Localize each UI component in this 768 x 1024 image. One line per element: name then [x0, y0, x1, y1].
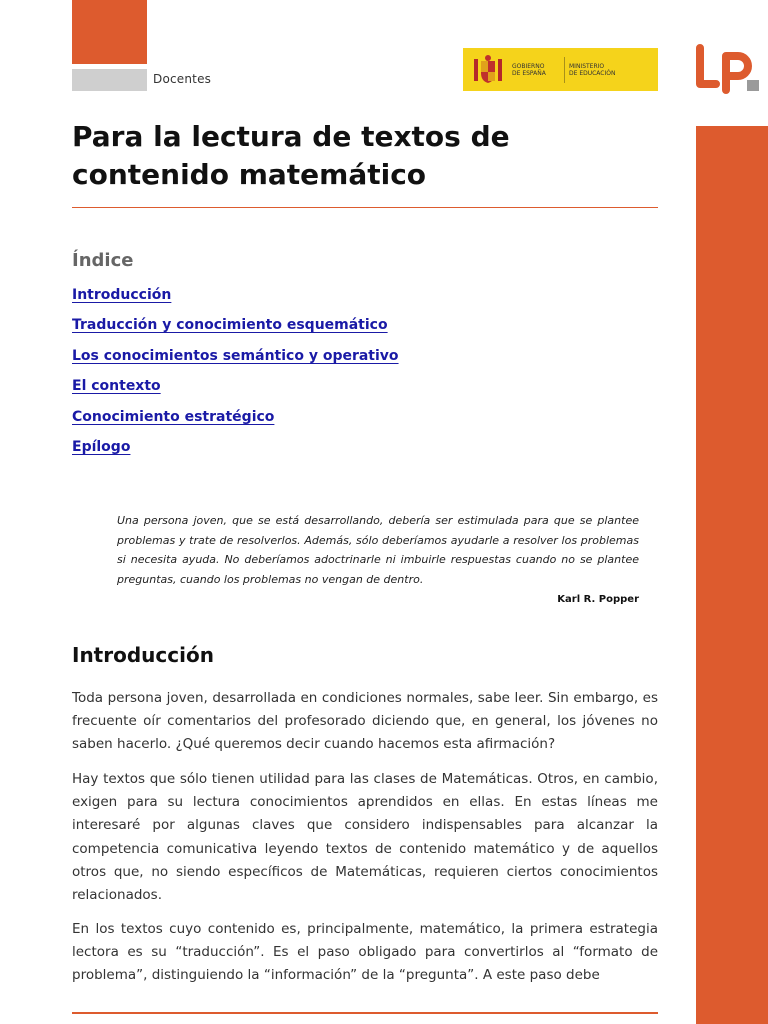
toc-item	[72, 345, 399, 375]
toc-item	[72, 314, 399, 344]
toc-item	[72, 375, 399, 405]
section-label: Docentes	[153, 72, 212, 86]
header-gray-bar	[72, 69, 147, 91]
page-title: Para la lectura de textos de contenido matemático	[72, 120, 510, 191]
toc-item	[72, 406, 399, 436]
footer-divider	[72, 1012, 658, 1014]
quote-author: Karl R. Popper	[557, 594, 639, 605]
toc-item	[72, 436, 399, 466]
body-paragraph: Hay textos que sólo tienen utilidad para las clases de Matemáticas. Otros, en cambio, exigen para su lectura conocimientos aprendidos en ellas. En estas líneas me interesaré por algunas claves que considero indispensables para alcanzar la competencia comunicativa leyendo textos de contenido matemático y de aquellos otros que, no siendo específicos de Matemáticas, requieren ciertos conocimientos relacionados.	[72, 771, 658, 904]
toc-link-traduccion[interactable]: Traducción y conocimiento esquemático	[72, 317, 388, 334]
coat-of-arms-icon	[468, 52, 508, 88]
section-heading: Introducción	[72, 643, 214, 667]
ministry-label: MINISTERIO DE EDUCACIÓN	[569, 62, 616, 77]
body-paragraph: Toda persona joven, desarrollada en condiciones normales, sabe leer. Sin embargo, es frecuente oír comentarios del profesorado diciendo que, en general, los jóvenes no saben hacerlo. ¿Qué queremos decir cuando hacemos esta afirmación?	[72, 690, 658, 753]
toc-item	[72, 284, 399, 314]
side-accent-stripe	[696, 126, 768, 1024]
epigraph-quote: Una persona joven, que se está desarrollando, debería ser estimulada para que se plantee problemas y trate de resolverlos. Además, sólo deberíamos ayudarle a resolver los problemas si necesita ayuda. No deberíamos adoctrinarle ni imbuirle respuestas cuando no se plantee preguntas, cuando los problemas no vengan de dentro.	[117, 514, 639, 586]
index-heading: Índice	[72, 250, 134, 271]
toc-link-conocimientos[interactable]: Los conocimientos semántico y operativo	[72, 347, 399, 364]
title-divider	[72, 207, 658, 208]
header-accent-block	[72, 0, 147, 64]
toc-link-estrategico[interactable]: Conocimiento estratégico	[72, 408, 275, 425]
lp-logo-icon	[692, 42, 762, 96]
body-paragraph: En los textos cuyo contenido es, principalmente, matemático, la primera estrategia lectora es su “traducción”. Es el paso obligado para convertirlos al “formato de problema”, distinguiendo la “información” de la “pregunta”. A este paso debe	[72, 921, 658, 984]
toc-link-epilogo[interactable]: Epílogo	[72, 438, 131, 455]
government-label: GOBIERNO DE ESPAÑA	[512, 62, 546, 77]
government-logo	[463, 48, 658, 91]
table-of-contents	[72, 284, 399, 466]
toc-link-introduccion[interactable]: Introducción	[72, 287, 172, 303]
toc-link-contexto[interactable]: El contexto	[72, 378, 161, 395]
